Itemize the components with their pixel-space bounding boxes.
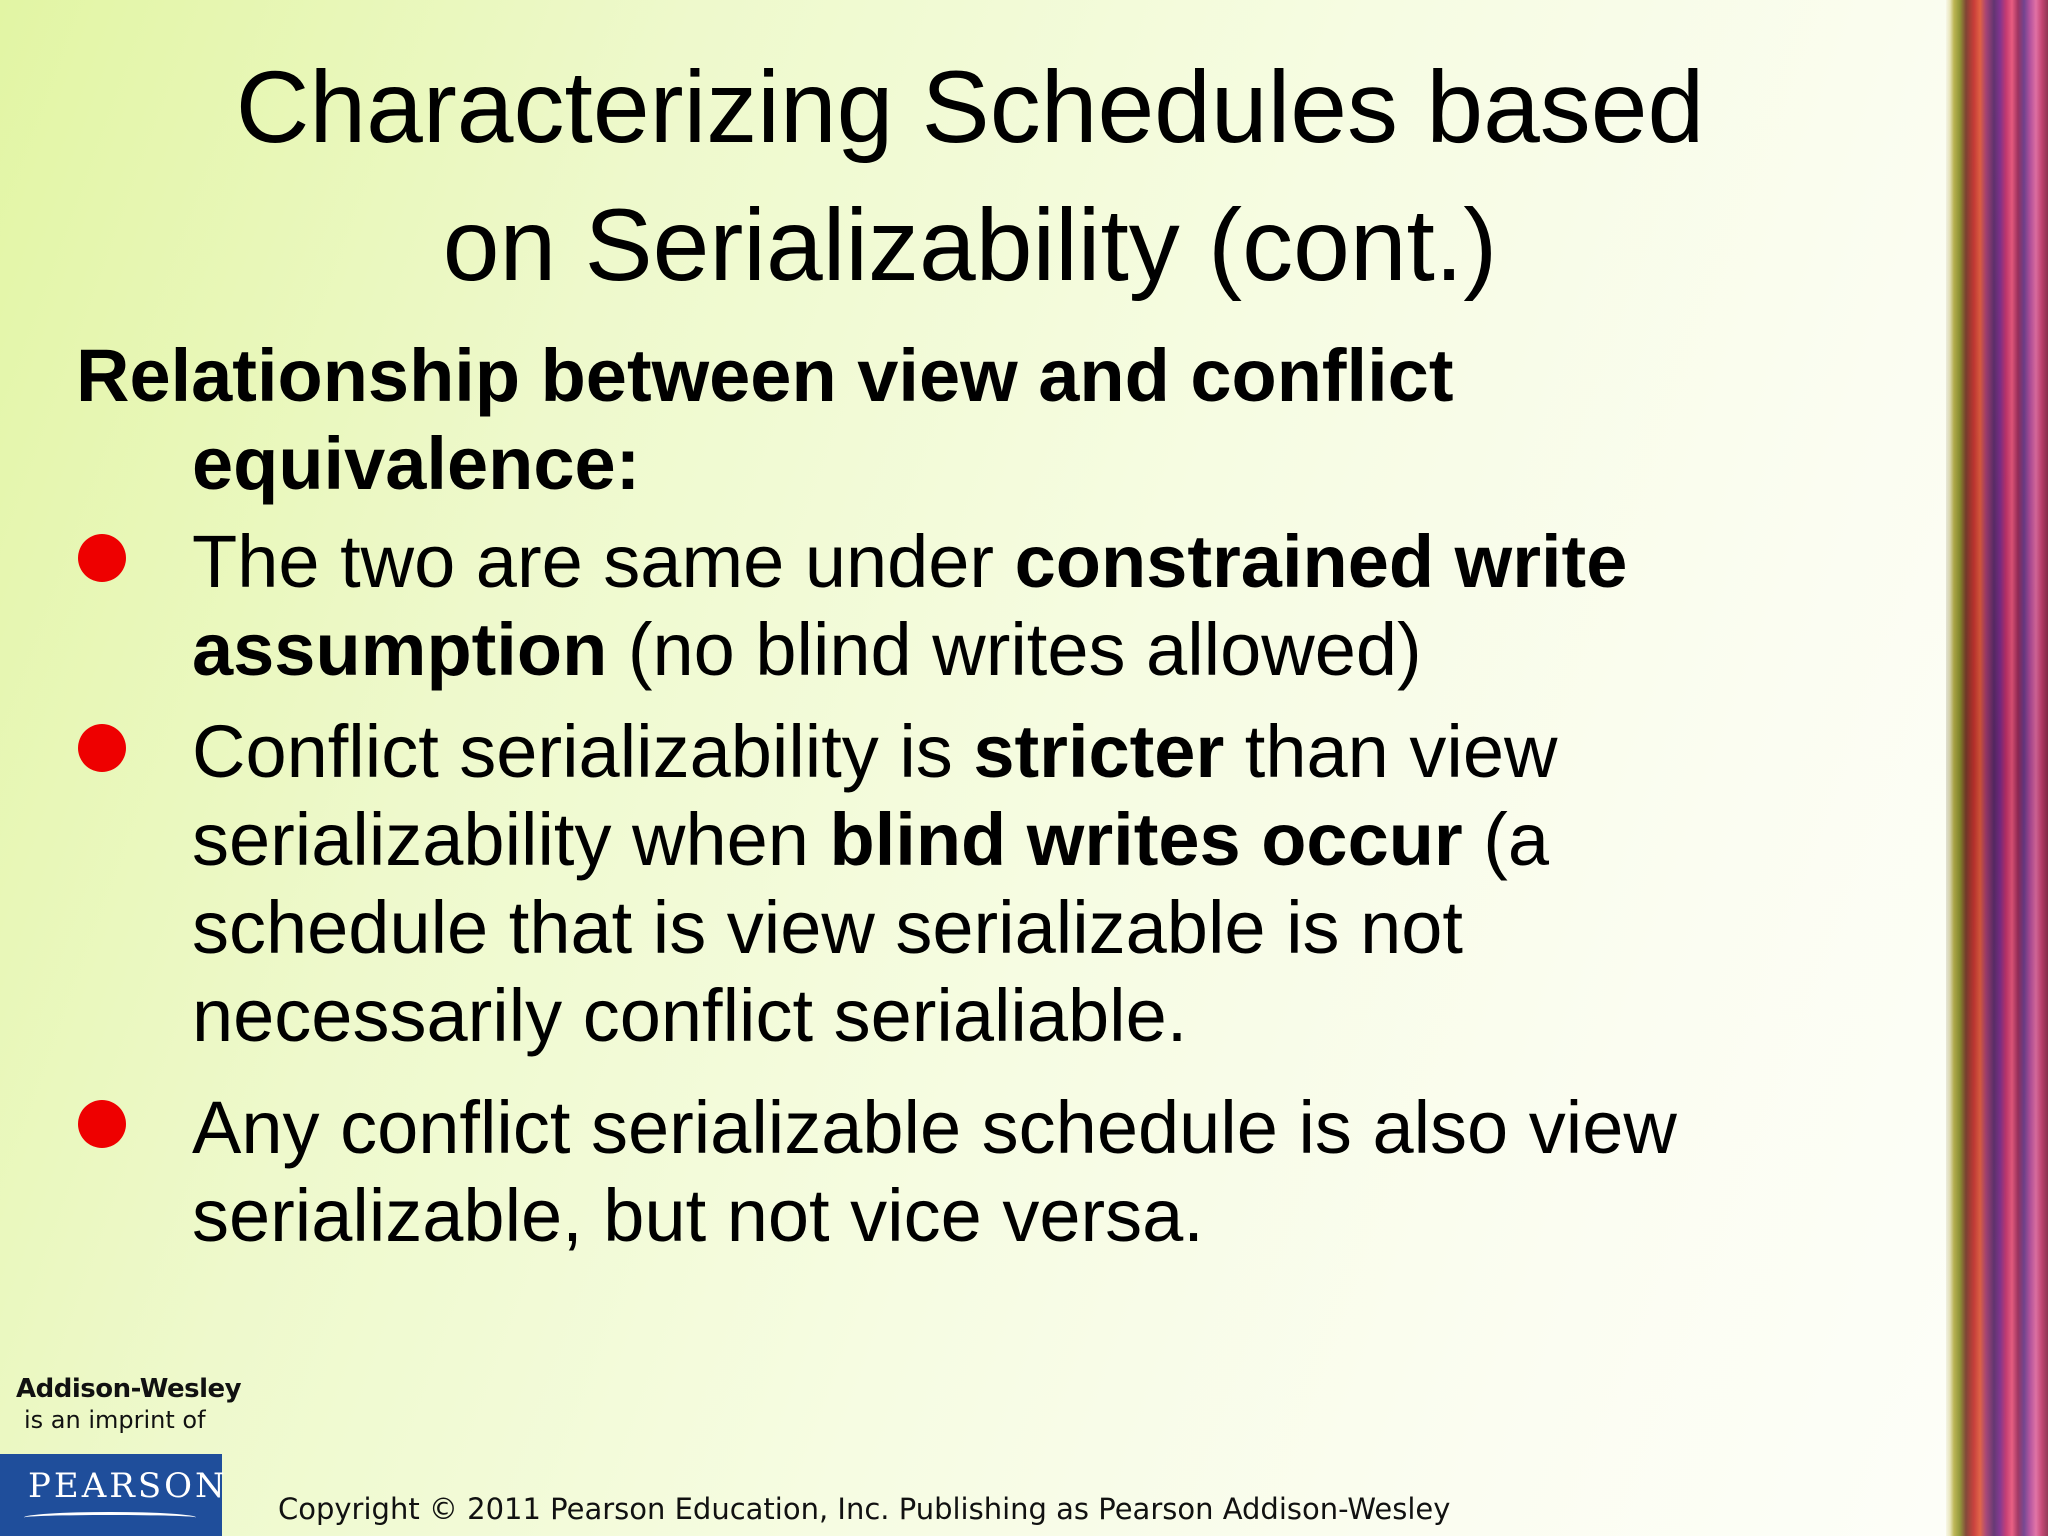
bullet-2-text-2: than view serializability when (192, 710, 1558, 881)
pearson-label: PEARSON (28, 1466, 228, 1506)
bullet-item-1 (76, 518, 1836, 694)
bullet-1-text-2: (no blind writes allowed) (607, 608, 1422, 691)
bullet-dot-icon (78, 534, 126, 582)
copyright-notice: Copyright © 2011 Pearson Education, Inc. Publishing as Pearson Addison-Wesley (278, 1492, 1451, 1526)
bullet-item-3 (76, 1084, 1836, 1260)
bullet-list (76, 518, 1836, 1260)
bullet-2-bold-2: blind writes occur (829, 798, 1463, 881)
bullet-3-text-1: Any conflict serializable schedule is also view serializable, but not vice versa. (192, 1086, 1677, 1257)
title-line-2: on Serializability (cont.) (442, 188, 1498, 302)
section-heading: Relationship between view and conflict equivalence: (76, 334, 1454, 505)
imprint-text: is an imprint of (24, 1406, 206, 1434)
bullet-1-bold-1: constrained write assumption (192, 520, 1628, 691)
publisher-name: Addison-Wesley (16, 1374, 242, 1404)
slide-title (60, 38, 1880, 314)
bullet-2-text-1: Conflict serializability is (192, 710, 974, 793)
bullet-dot-icon (78, 724, 126, 772)
pearson-swoosh-icon (24, 1512, 196, 1523)
bullet-2-bold-1: stricter (973, 710, 1225, 793)
pearson-logo (0, 1454, 228, 1536)
slide-content (76, 332, 1836, 1260)
bullet-2-text-3: (a schedule that is view serializable is not necessarily conflict serialiable. (192, 798, 1550, 1057)
bullet-item-2 (76, 708, 1836, 1060)
title-line-1: Characterizing Schedules based (235, 50, 1705, 164)
bullet-1-text-1: The two are same under (192, 520, 1015, 603)
decorative-stripes (1946, 0, 2048, 1536)
addison-wesley-logo (16, 1374, 241, 1434)
bullet-dot-icon (78, 1100, 126, 1148)
